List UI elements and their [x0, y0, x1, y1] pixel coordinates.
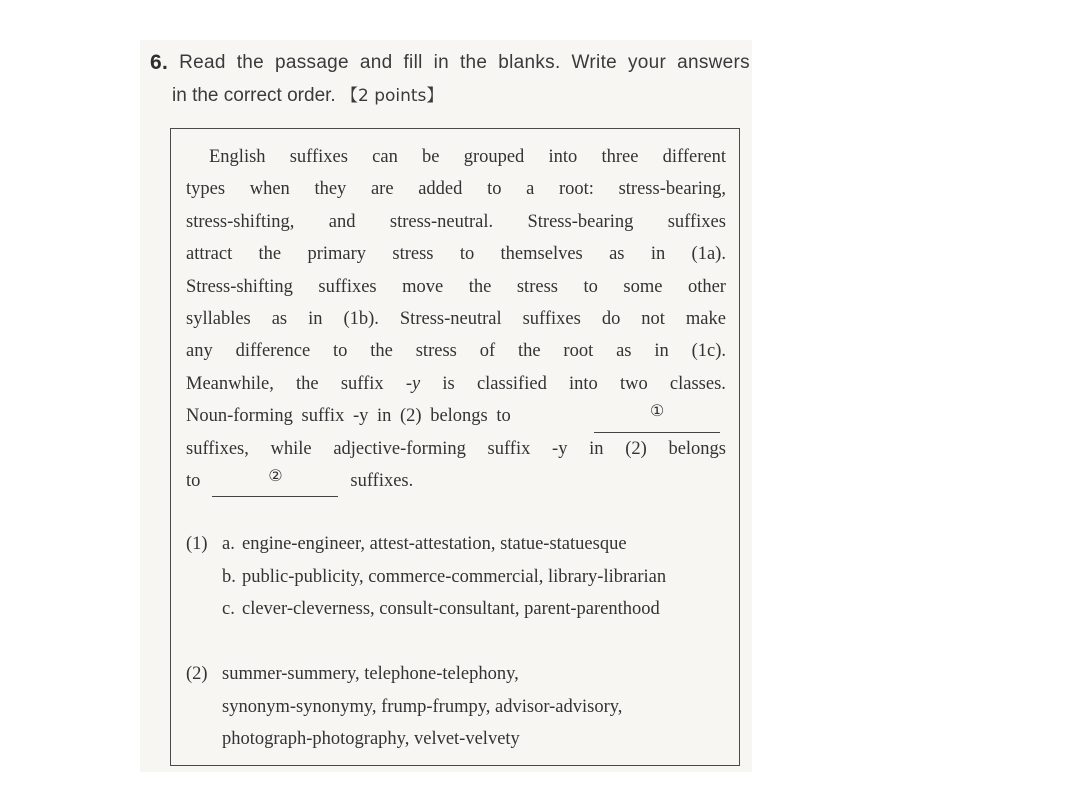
example-text: engine-engineer, attest-attestation, statue-statuesque: [242, 534, 627, 554]
word: difference: [235, 341, 311, 362]
word: in: [650, 244, 666, 265]
passage-box: [170, 128, 740, 766]
word: suffixes: [522, 309, 581, 330]
word: suffixes,: [186, 438, 249, 459]
word: suffix: [487, 438, 531, 459]
prompt-word: Read: [179, 52, 226, 73]
suffix-y: -y: [405, 373, 421, 394]
example-label: (1): [186, 534, 208, 554]
passage-line: [186, 238, 726, 270]
word: root:: [558, 179, 594, 200]
word: not: [641, 309, 665, 330]
word: attract: [186, 244, 233, 265]
word: to: [583, 276, 598, 297]
example-text: public-publicity, commerce-commercial, library-librarian: [242, 566, 667, 587]
prompt-word: answers: [677, 52, 750, 73]
example-set-1: [186, 528, 731, 626]
word: any: [186, 341, 213, 362]
word: (1a).: [691, 244, 726, 265]
word: belongs: [668, 438, 726, 459]
word: stress-bearing,: [618, 179, 726, 200]
word: the: [370, 341, 393, 362]
prompt-word: fill: [403, 52, 423, 73]
word: grouped: [463, 147, 525, 167]
word: into: [548, 147, 578, 167]
word: (2): [625, 438, 647, 459]
word: can: [372, 147, 398, 167]
prompt-word: the: [236, 52, 265, 73]
example-label: (2): [186, 664, 208, 684]
question-number: 6.: [150, 51, 169, 74]
word: classes.: [669, 373, 726, 394]
word: are: [370, 179, 394, 200]
example-sublabel: b.: [222, 566, 236, 587]
example-row: [186, 528, 731, 561]
word: Meanwhile,: [186, 373, 274, 394]
word: to: [333, 341, 348, 362]
word: when: [249, 179, 290, 200]
word: as: [609, 244, 625, 265]
word: in: [654, 341, 669, 362]
prompt-word: passage: [274, 52, 349, 73]
example-text: synonym-synonymy, frump-frumpy, advisor-advisory,: [222, 696, 623, 717]
word: do: [601, 309, 621, 330]
word: they: [314, 179, 347, 200]
word: root: [563, 341, 594, 362]
word: classified: [476, 373, 547, 394]
word: into: [569, 373, 598, 394]
word: in: [589, 438, 604, 459]
word: two: [619, 373, 648, 394]
prompt-word: the: [459, 52, 488, 73]
word: primary: [307, 244, 367, 265]
word: a: [526, 179, 535, 200]
word: suffixes: [289, 147, 348, 167]
example-sublabel: a.: [222, 534, 235, 554]
example-text: clever-cleverness, consult-consultant, parent-parenthood: [242, 599, 660, 619]
word: adjective-forming: [333, 438, 466, 459]
word: Stress-shifting: [186, 276, 293, 297]
example-row: [186, 658, 731, 691]
example-set-2: [186, 658, 731, 756]
word: -y: [552, 438, 568, 459]
prompt-word: blanks.: [498, 52, 561, 73]
passage-line: [186, 271, 726, 303]
word: in: [308, 309, 323, 330]
word: as: [271, 309, 288, 330]
answer-blank-1[interactable]: ①: [594, 400, 720, 432]
word: suffixes: [667, 211, 726, 232]
word: while: [270, 438, 312, 459]
word: English: [209, 147, 266, 167]
word: the: [468, 276, 492, 297]
points-badge: 【2 points】: [340, 86, 444, 106]
question-line-1: [150, 46, 750, 79]
passage-line: [186, 368, 726, 400]
prompt-word: Write: [571, 52, 618, 73]
word: stress: [516, 276, 558, 297]
word: move: [402, 276, 444, 297]
word: the: [517, 341, 541, 362]
word: different: [662, 147, 726, 167]
word: Stress-bearing: [527, 211, 634, 232]
passage-line: [186, 433, 726, 465]
word: of: [479, 341, 496, 362]
word: stress-neutral.: [389, 211, 494, 232]
example-row: [186, 723, 731, 756]
word: other: [687, 276, 726, 297]
example-row: [186, 691, 731, 724]
word: suffixes: [318, 276, 377, 297]
word: suffixes.: [350, 471, 414, 492]
word: and: [328, 211, 356, 232]
question-prompt: [150, 46, 750, 113]
passage-line: [186, 141, 726, 173]
word: added: [418, 179, 463, 200]
word: be: [422, 147, 440, 167]
passage-line: [186, 206, 726, 238]
word: types: [186, 179, 226, 200]
word: Stress-neutral: [399, 309, 502, 330]
word: stress-shifting,: [186, 211, 295, 232]
passage-line: [186, 303, 726, 335]
prompt-word: and: [359, 52, 393, 73]
example-text: summer-summery, telephone-telephony,: [222, 664, 519, 684]
word: is: [442, 373, 455, 394]
word: three: [601, 147, 639, 167]
example-row: [186, 593, 731, 626]
word: to: [459, 244, 475, 265]
passage-segment: Noun-forming suffix -y in (2) belongs to: [186, 406, 511, 427]
example-sublabel: c.: [222, 599, 235, 619]
prompt-word: in: [433, 52, 449, 73]
word: as: [616, 341, 632, 362]
word: suffix: [340, 373, 384, 394]
passage-line: [186, 335, 726, 367]
word: (1c).: [691, 341, 726, 362]
word: themselves: [500, 244, 583, 265]
word: syllables: [186, 309, 251, 330]
passage-text: [186, 141, 726, 497]
passage-line: [186, 465, 726, 497]
question-line-2: [150, 79, 750, 113]
word: stress: [415, 341, 457, 362]
prompt-text: in the correct order.: [172, 85, 336, 106]
word: some: [623, 276, 663, 297]
passage-line: [186, 400, 726, 432]
word: the: [296, 373, 319, 394]
word: to: [487, 179, 502, 200]
example-row: [186, 561, 731, 594]
prompt-word: your: [627, 52, 667, 73]
word: make: [685, 309, 726, 330]
passage-line: [186, 173, 726, 205]
word: to: [186, 471, 201, 492]
answer-blank-2[interactable]: ②: [212, 465, 338, 497]
word: (1b).: [343, 309, 379, 330]
word: stress: [392, 244, 434, 265]
word: the: [258, 244, 282, 265]
example-text: photograph-photography, velvet-velvety: [222, 729, 520, 749]
